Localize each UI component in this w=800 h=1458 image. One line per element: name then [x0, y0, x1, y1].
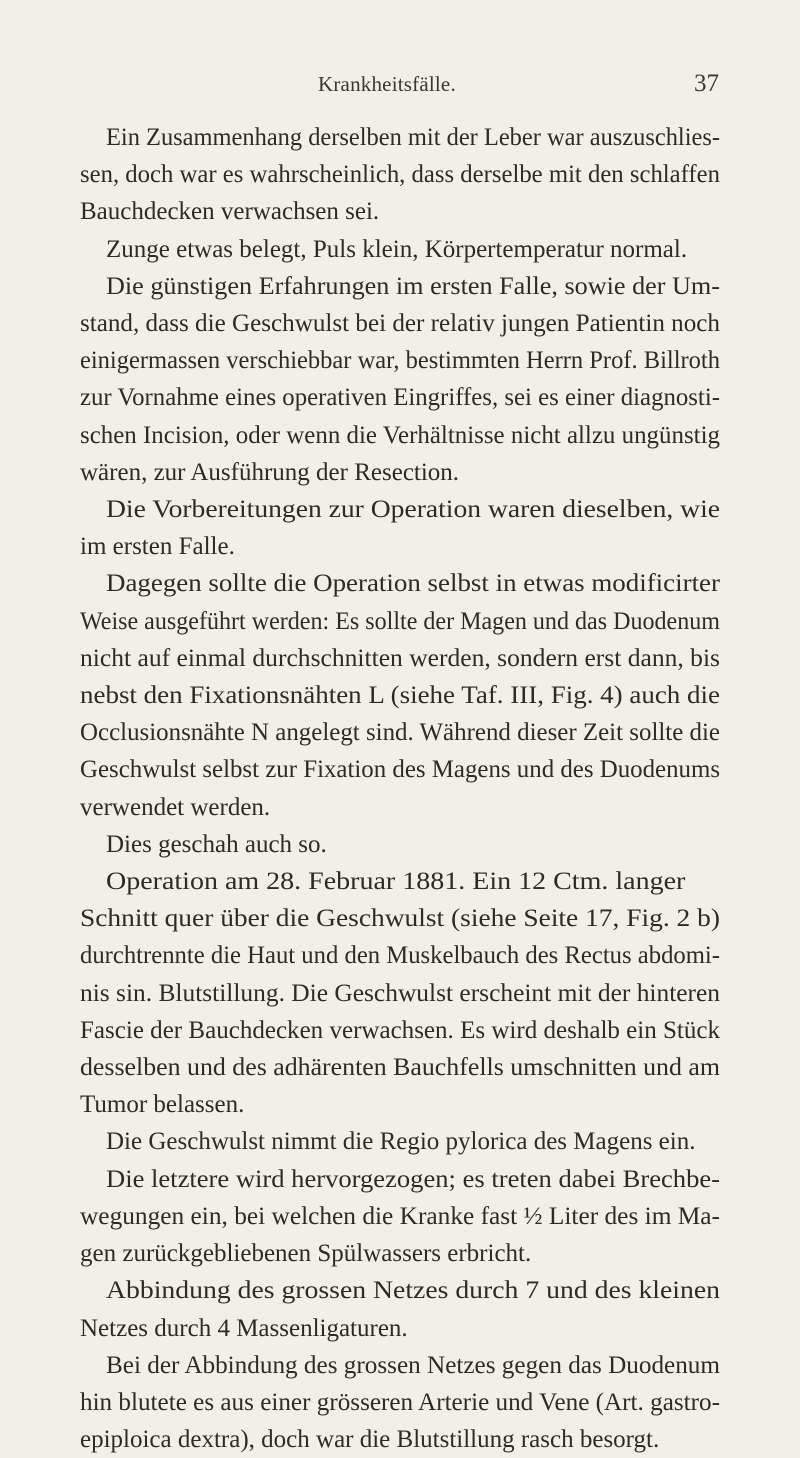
text-line: durchtrennte die Haut und den Muskelbauch des Rectus abdomi- — [80, 942, 721, 970]
text-line: zur Vornahme eines operativen Eingriffes, sei es einer diagnosti- — [80, 384, 720, 412]
text-line: Abbindung des grossen Netzes durch 7 und des kleinen — [106, 1277, 721, 1305]
text-line: Dagegen sollte die Operation selbst in etwas modificirter — [106, 570, 720, 598]
text-line: wären, zur Ausführung der Resection. — [80, 458, 460, 486]
text-line: gen zurückgebliebenen Spülwassers erbricht. — [80, 1240, 532, 1268]
text-line: Bei der Abbindung des grossen Netzes gegen das Duodenum — [106, 1351, 720, 1379]
text-line: sen, doch war es wahrscheinlich, dass derselbe mit den schlaffen — [80, 161, 721, 189]
text-line: Tumor belassen. — [80, 1091, 245, 1119]
text-line: Operation am 28. Februar 1881. Ein 12 Ctm. langer — [106, 868, 686, 896]
page-number: 37 — [694, 70, 719, 97]
text-line: Bauchdecken verwachsen sei. — [80, 198, 380, 226]
text-line: im ersten Falle. — [80, 533, 235, 561]
text-line: nicht auf einmal durchschnitten werden, sondern erst dann, bis — [80, 644, 720, 672]
text-line: einigermassen verschiebbar war, bestimmten Herrn Prof. Billroth — [80, 347, 720, 375]
text-line: verwendet werden. — [80, 793, 271, 821]
running-head: Krankheitsfälle. — [318, 72, 456, 96]
text-line: Zunge etwas belegt, Puls klein, Körpertemperatur normal. — [106, 235, 688, 263]
text-line: hin blutete es aus einer grösseren Arterie und Vene (Art. gastro- — [80, 1388, 720, 1416]
body-text — [80, 119, 720, 1458]
text-line: Die günstigen Erfahrungen im ersten Falle, sowie der Um- — [106, 272, 720, 300]
text-line: Netzes durch 4 Massenligaturen. — [80, 1314, 408, 1342]
text-line: nis sin. Blutstillung. Die Geschwulst erscheint mit der hinteren — [80, 979, 721, 1007]
text-line: Fascie der Bauchdecken verwachsen. Es wird deshalb ein Stück — [80, 1016, 721, 1044]
text-line: Die Vorbereitungen zur Operation waren dieselben, wie — [106, 496, 721, 524]
text-line: epiploica dextra), doch war die Blutstillung rasch besorgt. — [80, 1426, 660, 1454]
text-line: Ein Zusammenhang derselben mit der Leber war auszuschlies- — [106, 124, 720, 151]
text-line: Occlusionsnähte N angelegt sind. Während dieser Zeit sollte die — [80, 719, 720, 747]
text-line: Weise ausgeführt werden: Es sollte der Magen und das Duodenum — [80, 607, 720, 635]
text-line: stand, dass die Geschwulst bei der relativ jungen Patientin noch — [80, 310, 720, 338]
text-line: wegungen ein, bei welchen die Kranke fast ½ Liter des im Ma- — [80, 1202, 720, 1230]
text-line: schen Incision, oder wenn die Verhältnisse nicht allzu ungünstig — [80, 421, 720, 449]
text-line: nebst den Fixationsnähten L (siehe Taf. III, Fig. 4) auch die — [80, 682, 720, 710]
text-line: desselben und des adhärenten Bauchfells umschnitten und am — [80, 1054, 720, 1082]
text-line: Die Geschwulst nimmt die Regio pylorica des Magens ein. — [106, 1128, 696, 1156]
text-line: Dies geschah auch so. — [106, 830, 327, 858]
text-line: Die letztere wird hervorgezogen; es treten dabei Brechbe- — [106, 1165, 721, 1193]
text-line: Geschwulst selbst zur Fixation des Magens und des Duodenums — [80, 756, 721, 784]
text-line: Schnitt quer über die Geschwulst (siehe Seite 17, Fig. 2 b) — [80, 905, 720, 933]
